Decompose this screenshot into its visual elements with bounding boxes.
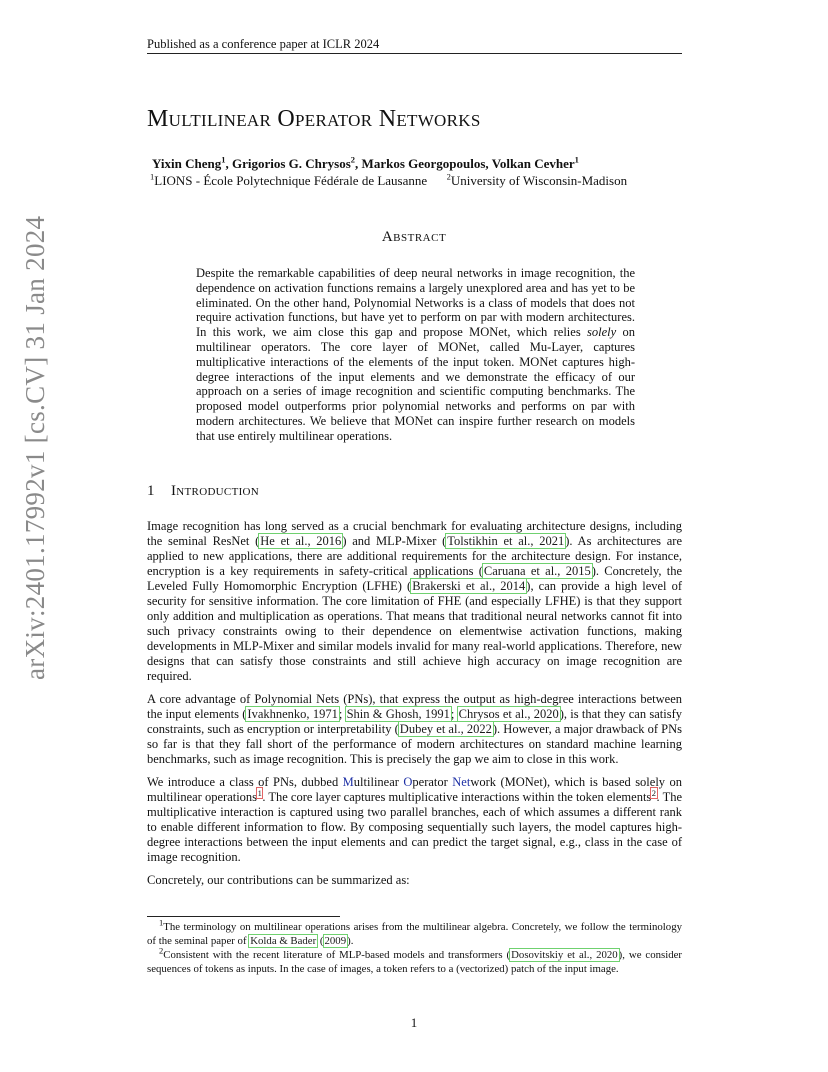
page-number: 1	[410, 1015, 418, 1030]
footnote-link[interactable]: 1	[257, 787, 262, 798]
citation-link[interactable]: Dubey et al., 2022	[399, 722, 492, 736]
text: ultilinear	[353, 775, 404, 789]
author-sup: 2	[350, 154, 356, 165]
author-sup: 1	[574, 154, 579, 165]
footnote	[147, 917, 682, 948]
abstract-body	[196, 266, 635, 444]
paragraph: Concretely, our contributions can be summarized as:	[147, 873, 410, 887]
citation-link[interactable]: Dosovitskiy et al., 2020	[511, 949, 618, 962]
text: ), we consider sequences of tokens as inputs. In the case of images, a token refers to a (vectorized) patch of the input image.	[147, 949, 682, 975]
citation-link[interactable]: Chrysos et al., 2020	[458, 707, 559, 721]
affiliations	[150, 173, 627, 189]
author-name: Volkan Cevher	[491, 156, 575, 171]
footnote-mark: 2	[159, 945, 164, 956]
author-name: Yixin Cheng	[152, 156, 222, 171]
section-heading	[147, 483, 259, 500]
citation-link[interactable]: Tolstikhin et al., 2021	[447, 534, 565, 548]
text: ). As architectures are applied to new applications, there are additional requirements for the architecture design. For instance, encryption is a key requirements in safety-critical applications (	[147, 534, 682, 578]
paper-title	[147, 106, 481, 133]
title-text: Multilinear Operator Networks	[147, 106, 481, 132]
text: The terminology on multilinear operations arises from the multilinear algebra. Concretely, we follow the terminology of the seminal paper of	[147, 921, 682, 947]
text: work (MONet), which is based solely on multilinear operations	[147, 775, 682, 804]
footnote-rule	[147, 916, 340, 917]
citation-link[interactable]: Ivakhnenko, 1971	[247, 707, 338, 721]
text: (	[317, 934, 324, 947]
footnote-link[interactable]: 2	[651, 787, 657, 798]
text: Consistent with the recent literature of MLP-based models and transformers (	[163, 949, 511, 962]
text: ), can provide a high level of security for sensitive information. The core limitation of FHE (and especially LFHE) is that they support only addition and multiplication as operations. That means that traditional neural networks cannot fit into such privacy constraints owing to their dependence on elementwise activation functions, making developments in MLP-Mixer and similar models invalid for many real-world applications. Therefore, new designs that can satisfy those constraints and still achieve high accuracy on image recognition are required.	[147, 579, 683, 683]
paragraph	[147, 519, 682, 684]
running-header: Published as a conference paper at ICLR 2024	[147, 37, 380, 51]
text: ). However, a major drawback of PNs so far is that they fall short of the performance of modern architectures on standard machine learning benchmarks, such as image recognition. This is precisely the gap we aim to close in this work.	[147, 722, 682, 766]
citation-link[interactable]: Kolda & Bader	[250, 934, 317, 947]
author-sup: 1	[221, 154, 226, 165]
intro-body	[147, 519, 682, 896]
footnote	[147, 945, 682, 976]
text: ;	[338, 707, 346, 721]
footnote-mark: 1	[159, 917, 164, 928]
text: A core advantage of Polynomial Nets (PNs), that express the output as high-degree interactions between the input elements (	[147, 692, 682, 721]
paragraph	[147, 692, 682, 767]
affil-sup: 1	[150, 171, 155, 182]
abstract-text: Despite the remarkable capabilities of deep neural networks in image recognition, the dependence on activation functions remains a largely unexplored area and has yet to be eliminated. On the other hand, Polynomial Networks is a class of models that does not require activation functions, but have yet to perform on par with modern architectures. In this work, we aim close this gap and propose MONet, which relies	[196, 266, 635, 340]
highlight-letter: M	[342, 775, 354, 789]
text: . The core layer captures multiplicative interactions within the token elements	[262, 790, 652, 804]
text: perator	[412, 775, 453, 789]
citation-link[interactable]: Brakerski et al., 2014	[412, 579, 526, 593]
citation-link[interactable]: 2009	[324, 934, 347, 947]
highlight-letter: Net	[452, 775, 471, 789]
author-name: Grigorios G. Chrysos	[231, 156, 351, 171]
abstract-text: on multilinear operators. The core layer of MONet, called Mu-Layer, captures multiplicative interactions of the elements of the input token. MONet captures high-degree interactions of the input elements and we demonstrate the efficacy of our approach on a series of image recognition and scientific computing benchmarks. The proposed model outperforms prior polynomial networks and performs on par with modern architectures. We believe that MONet can inspire further research on models that use entirely multilinear operations.	[196, 325, 635, 443]
footnotes	[147, 917, 682, 977]
highlight-letter: O	[403, 775, 413, 789]
affiliation: LIONS - École Polytechnique Fédérale de Lausanne	[154, 173, 428, 188]
citation-link[interactable]: Shin & Ghosh, 1991	[346, 707, 450, 721]
header-rule	[147, 53, 682, 54]
text: ) and MLP-Mixer (	[342, 534, 447, 548]
citation-link[interactable]: He et al., 2016	[260, 534, 342, 548]
text: . The multiplicative interaction is captured using two parallel branches, each of which assumes a different rank to enable different information to flow. By composing sequentially such layers, the model captures high-degree interactions between the input elements and can predict the target signal, e.g., class in the case of image recognition.	[147, 790, 682, 864]
text: Image recognition has long served as a crucial benchmark for evaluating architecture designs, including the seminal ResNet (	[147, 519, 682, 548]
affil-sup: 2	[446, 171, 451, 182]
section-title: Introduction	[171, 483, 260, 499]
text: ).	[347, 934, 354, 947]
author-name: Markos Georgopoulos	[361, 156, 486, 171]
text: We introduce a class of PNs, dubbed	[147, 775, 343, 789]
paragraph	[147, 775, 682, 865]
text: ;	[450, 707, 458, 721]
affiliation: University of Wisconsin-Madison	[450, 173, 628, 188]
abstract-heading: Abstract	[381, 229, 447, 245]
abstract-emph: solely	[587, 325, 617, 340]
text: ), is that they can satisfy constraints, such as encryption or interpretability (	[147, 707, 683, 736]
section-number: 1	[147, 483, 155, 499]
author-list: Yixin Cheng$^1$, Grigorios G. Chrysos$^2$, Markos Georgopoulos, Volkan Cevher$^1$	[152, 154, 579, 171]
citation-link[interactable]: Caruana et al., 2015	[483, 564, 591, 578]
text: ). Concretely, the Leveled Fully Homomorphic Encryption (LFHE) (	[147, 564, 683, 593]
arxiv-stamp: arXiv:2401.17992v1 [cs.CV] 31 Jan 2024	[20, 215, 50, 680]
